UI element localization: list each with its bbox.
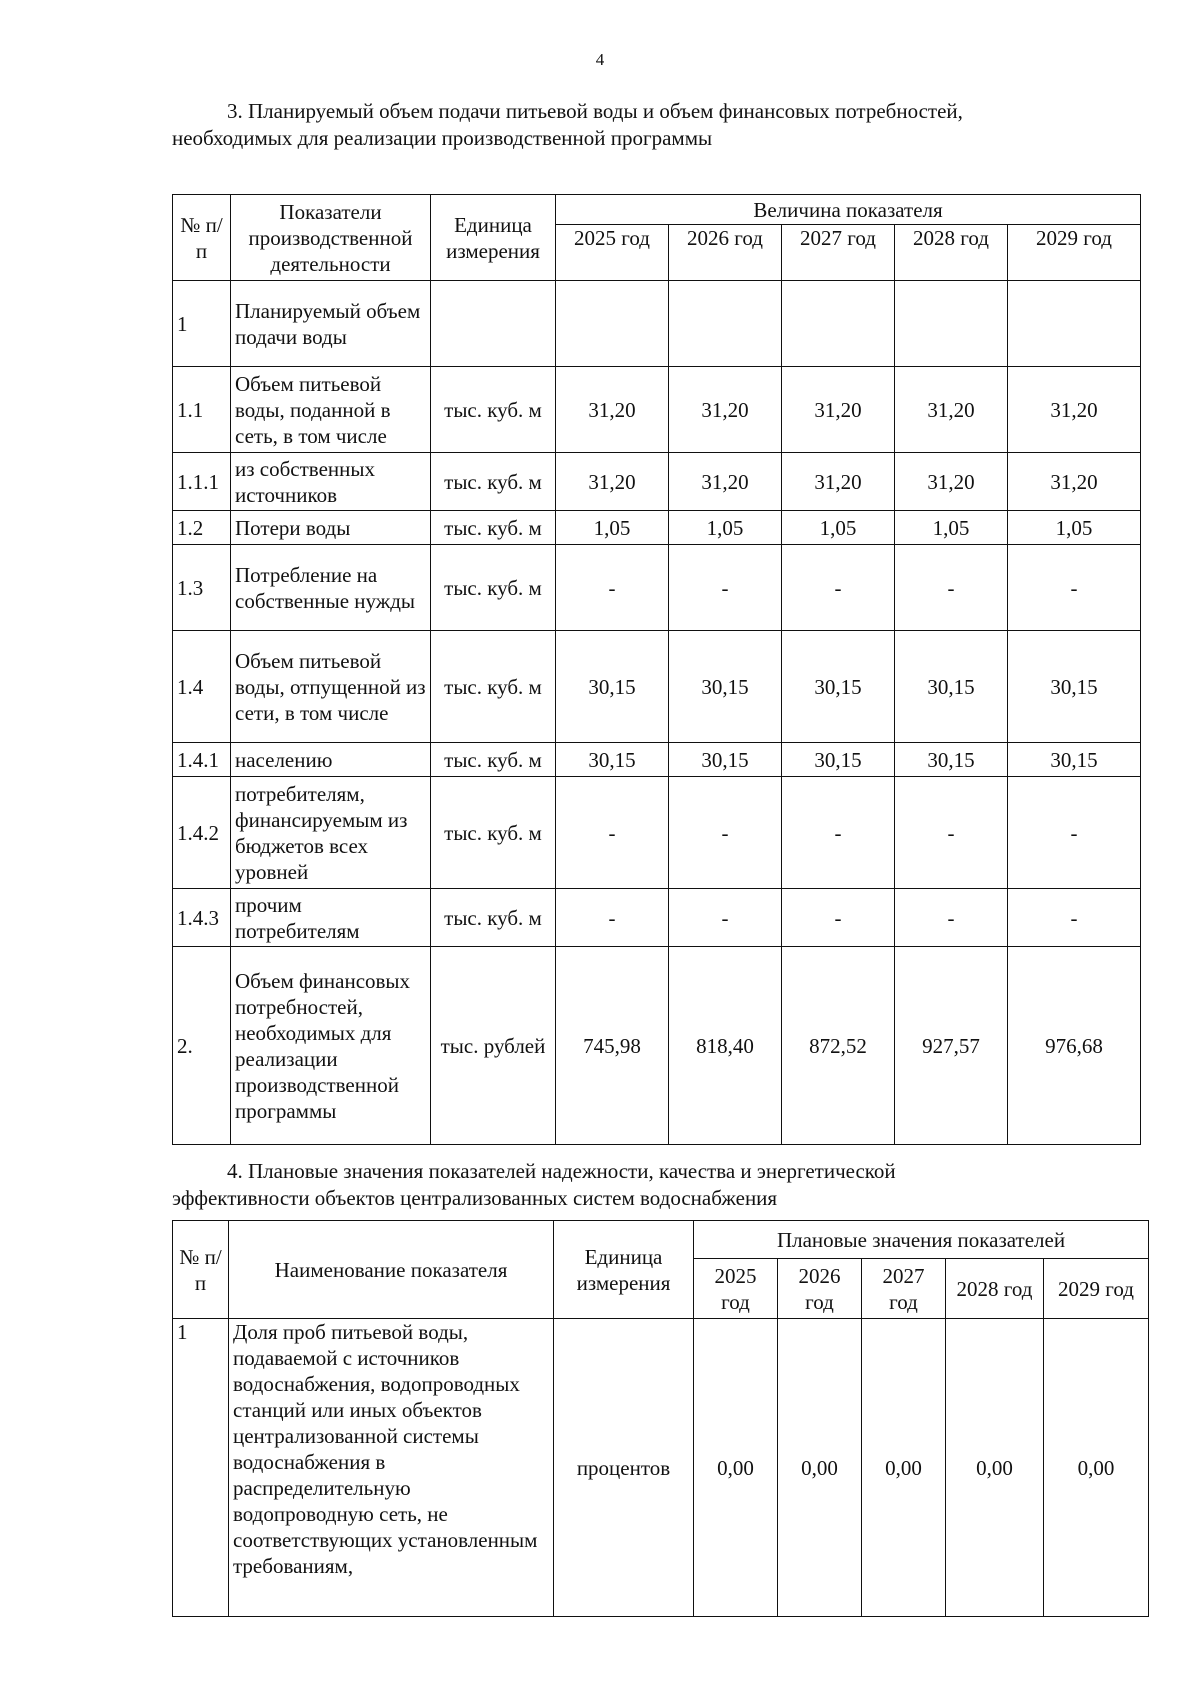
header-indicator: Наименование показателя bbox=[229, 1221, 554, 1319]
section4-title-line2: эффективности объектов централизованных систем водоснабжения bbox=[172, 1186, 778, 1210]
row-unit: тыс. куб. м bbox=[431, 453, 556, 511]
row-value bbox=[556, 281, 669, 367]
row-value: 30,15 bbox=[669, 631, 782, 743]
row-indicator-name: прочим потребителям bbox=[231, 889, 431, 947]
section3-title-line2: необходимых для реализации производственной программы bbox=[172, 126, 713, 150]
header-num: № п/п bbox=[173, 195, 231, 281]
header-year: 2027 год bbox=[782, 225, 895, 281]
table-row bbox=[173, 511, 1141, 545]
row-value: 1,05 bbox=[556, 511, 669, 545]
row-value: - bbox=[556, 777, 669, 889]
row-value: 31,20 bbox=[782, 453, 895, 511]
row-number: 2. bbox=[173, 947, 231, 1145]
row-number: 1.4.2 bbox=[173, 777, 231, 889]
row-unit bbox=[431, 281, 556, 367]
row-value: 0,00 bbox=[862, 1319, 946, 1617]
row-unit: тыс. куб. м bbox=[431, 889, 556, 947]
row-unit: тыс. куб. м bbox=[431, 743, 556, 777]
row-value: 0,00 bbox=[946, 1319, 1044, 1617]
row-indicator-name: Доля проб питьевой воды, подаваемой с источников водоснабжения, водопроводных станций или иных объектов централизованной системы водоснабжения в распределительную водопроводную сеть, не соответствующих установленным требованиям, bbox=[229, 1319, 554, 1617]
header-year: 2028 год bbox=[946, 1259, 1044, 1319]
table-row bbox=[173, 889, 1141, 947]
header-value-group: Плановые значения показателей bbox=[694, 1221, 1149, 1259]
page-number: 4 bbox=[595, 50, 605, 69]
table-row bbox=[173, 367, 1141, 453]
row-number: 1 bbox=[173, 281, 231, 367]
row-value: 30,15 bbox=[895, 631, 1008, 743]
row-indicator-name: Потребление на собственные нужды bbox=[231, 545, 431, 631]
row-value: 872,52 bbox=[782, 947, 895, 1145]
row-value: 31,20 bbox=[556, 367, 669, 453]
row-value: 30,15 bbox=[782, 631, 895, 743]
header-year: 2025 год bbox=[694, 1259, 778, 1319]
table-row bbox=[173, 631, 1141, 743]
row-value: 0,00 bbox=[694, 1319, 778, 1617]
table-row bbox=[173, 453, 1141, 511]
row-value: 1,05 bbox=[782, 511, 895, 545]
row-value bbox=[782, 281, 895, 367]
row-value: - bbox=[669, 889, 782, 947]
row-value: 1,05 bbox=[1008, 511, 1141, 545]
row-value: - bbox=[782, 889, 895, 947]
row-unit: тыс. куб. м bbox=[431, 511, 556, 545]
header-value-group: Величина показателя bbox=[556, 195, 1141, 225]
header-year: 2028 год bbox=[895, 225, 1008, 281]
header-year: 2026 год bbox=[669, 225, 782, 281]
header-year: 2029 год bbox=[1008, 225, 1141, 281]
row-number: 1.1 bbox=[173, 367, 231, 453]
row-unit: тыс. куб. м bbox=[431, 631, 556, 743]
row-value: 31,20 bbox=[556, 453, 669, 511]
header-num: № п/ п bbox=[173, 1221, 229, 1319]
row-value: 30,15 bbox=[669, 743, 782, 777]
row-value: 30,15 bbox=[782, 743, 895, 777]
row-number: 1.3 bbox=[173, 545, 231, 631]
production-program-table bbox=[172, 194, 1141, 1145]
row-value bbox=[669, 281, 782, 367]
row-unit: тыс. рублей bbox=[431, 947, 556, 1145]
row-value: - bbox=[895, 545, 1008, 631]
table-row bbox=[173, 743, 1141, 777]
section4-title-line1: 4. Плановые значения показателей надежности, качества и энергетической bbox=[227, 1159, 896, 1183]
row-value: 927,57 bbox=[895, 947, 1008, 1145]
row-unit: процентов bbox=[554, 1319, 694, 1617]
header-year: 2025 год bbox=[556, 225, 669, 281]
row-value: 30,15 bbox=[895, 743, 1008, 777]
row-value: - bbox=[556, 889, 669, 947]
header-year: 2026 год bbox=[778, 1259, 862, 1319]
row-value: - bbox=[669, 777, 782, 889]
row-value: 31,20 bbox=[669, 367, 782, 453]
row-value: 30,15 bbox=[1008, 631, 1141, 743]
row-indicator-name: Объем питьевой воды, отпущенной из сети, в том числе bbox=[231, 631, 431, 743]
row-indicator-name: Объем финансовых потребностей, необходимых для реализации производственной программы bbox=[231, 947, 431, 1145]
row-unit: тыс. куб. м bbox=[431, 545, 556, 631]
row-value: 31,20 bbox=[669, 453, 782, 511]
row-number: 1.2 bbox=[173, 511, 231, 545]
row-indicator-name: потребителям, финансируемым из бюджетов всех уровней bbox=[231, 777, 431, 889]
row-value: 1,05 bbox=[895, 511, 1008, 545]
table-row bbox=[173, 777, 1141, 889]
section3-heading bbox=[172, 98, 1102, 152]
row-value: 31,20 bbox=[1008, 367, 1141, 453]
row-value: 1,05 bbox=[669, 511, 782, 545]
row-value: 30,15 bbox=[556, 743, 669, 777]
row-value: 31,20 bbox=[895, 453, 1008, 511]
table-row bbox=[173, 545, 1141, 631]
row-value: 31,20 bbox=[782, 367, 895, 453]
row-value: 0,00 bbox=[778, 1319, 862, 1617]
row-value: 30,15 bbox=[556, 631, 669, 743]
row-value: 0,00 bbox=[1044, 1319, 1149, 1617]
row-number: 1.4.3 bbox=[173, 889, 231, 947]
row-value: 30,15 bbox=[1008, 743, 1141, 777]
table-row bbox=[173, 947, 1141, 1145]
section3-title-line1: 3. Планируемый объем подачи питьевой воды и объем финансовых потребностей, bbox=[227, 99, 963, 123]
header-unit: Единица измерения bbox=[431, 195, 556, 281]
row-number: 1.4.1 bbox=[173, 743, 231, 777]
row-value: 31,20 bbox=[895, 367, 1008, 453]
table-row bbox=[173, 1319, 1149, 1617]
row-value bbox=[895, 281, 1008, 367]
header-unit: Единица измерения bbox=[554, 1221, 694, 1319]
row-value: 818,40 bbox=[669, 947, 782, 1145]
header-indicator: Показатели производственной деятельности bbox=[231, 195, 431, 281]
row-value: - bbox=[669, 545, 782, 631]
row-unit: тыс. куб. м bbox=[431, 367, 556, 453]
reliability-indicators-table bbox=[172, 1220, 1149, 1617]
row-value: 31,20 bbox=[1008, 453, 1141, 511]
row-value bbox=[1008, 281, 1141, 367]
row-value: - bbox=[1008, 545, 1141, 631]
section4-heading bbox=[172, 1158, 1097, 1212]
row-number: 1.4 bbox=[173, 631, 231, 743]
row-value: - bbox=[782, 545, 895, 631]
row-value: - bbox=[895, 777, 1008, 889]
row-value: - bbox=[782, 777, 895, 889]
row-number: 1 bbox=[173, 1319, 229, 1617]
row-value: - bbox=[1008, 889, 1141, 947]
row-indicator-name: Объем питьевой воды, поданной в сеть, в том числе bbox=[231, 367, 431, 453]
row-indicator-name: населению bbox=[231, 743, 431, 777]
row-indicator-name: из собственных источников bbox=[231, 453, 431, 511]
row-number: 1.1.1 bbox=[173, 453, 231, 511]
header-year: 2027 год bbox=[862, 1259, 946, 1319]
row-unit: тыс. куб. м bbox=[431, 777, 556, 889]
table-row bbox=[173, 281, 1141, 367]
header-year: 2029 год bbox=[1044, 1259, 1149, 1319]
row-value: - bbox=[556, 545, 669, 631]
row-value: 745,98 bbox=[556, 947, 669, 1145]
row-value: - bbox=[895, 889, 1008, 947]
row-value: - bbox=[1008, 777, 1141, 889]
row-indicator-name: Планируемый объем подачи воды bbox=[231, 281, 431, 367]
row-indicator-name: Потери воды bbox=[231, 511, 431, 545]
row-value: 976,68 bbox=[1008, 947, 1141, 1145]
